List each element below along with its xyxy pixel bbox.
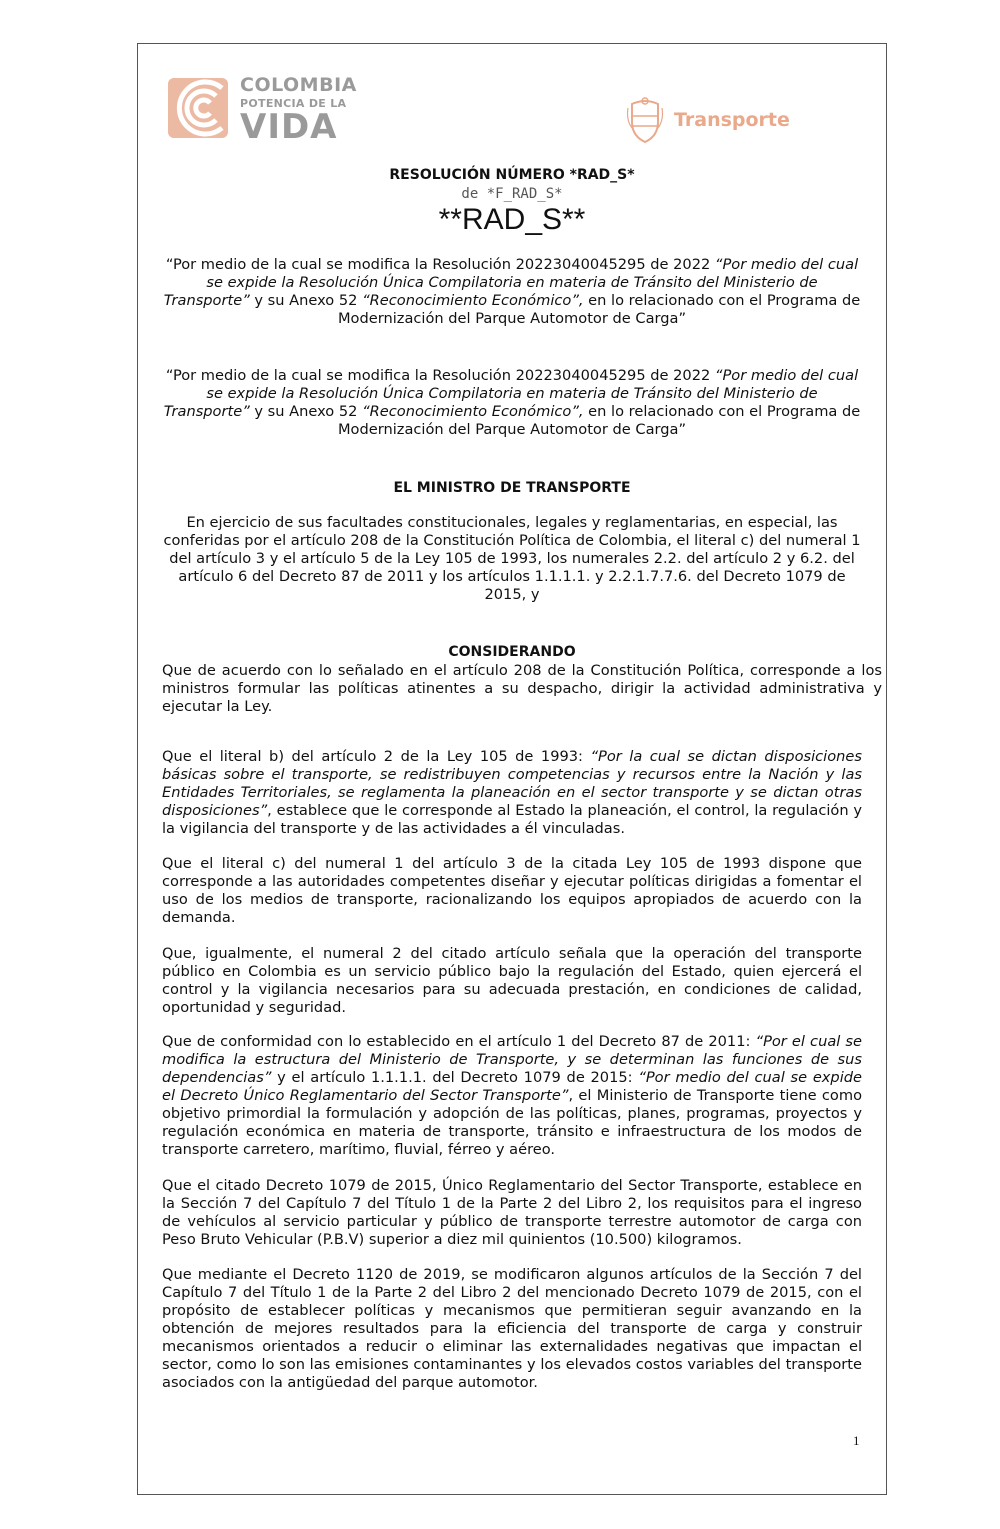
considerando-paragraph-7: Que mediante el Decreto 1120 de 2019, se modificaron algunos artículos de la Sección 7 del Capítulo 7 del Título 1 de la Parte 2 del Libro 2 del mencionado Decreto 1079 de 2015, con el propósito de establecer políticas y mecanismos que permitieran seguir avanzando en la obtención de mejores resultados para la eficiencia del transporte de carga y construir mecanismos orientados a reducir o eliminar las externalidades negativas que impactan el sector, como lo son las emisiones contaminantes y los elevados costos variables del transporte asociados con la antigüedad del parque automotor. xyxy=(162,1266,862,1391)
paragraph-italic-part: “Por medio del cual se expide el Decreto Único Reglamentario del Sector Transporte” xyxy=(162,1069,862,1104)
considerando-heading: CONSIDERANDO xyxy=(448,644,576,660)
summary-part: en lo relacionado con el Programa de Modernización del Parque Automotor de Carga” xyxy=(337,403,861,438)
paragraph-part: Que de conformidad con lo establecido en el artículo 1 del Decreto 87 de 2011: xyxy=(162,1033,756,1050)
resolution-number: RESOLUCIÓN NÚMERO *RAD_S* xyxy=(389,167,635,183)
paragraph-italic-part: “Por la cual se dictan disposiciones básicas sobre el transporte, se redistribuyen competencias y recursos entre la Nación y las Entidades Territoriales, se reglamenta la planeación en el sector transporte y se dictan otras disposiciones” xyxy=(162,748,862,819)
resolution-summary xyxy=(162,256,862,328)
summary-part: y su Anexo 52 xyxy=(249,403,363,420)
considerando-paragraph-6: Que el citado Decreto 1079 de 2015, Único Reglamentario del Sector Transporte, establece en la Sección 7 del Capítulo 7 del Título 1 de la Parte 2 del Libro 2, los requisitos para el ingreso de vehículos al servicio particular y público de transporte terrestre automotor de carga con Peso Bruto Vehicular (P.B.V) superior a diez mil quinientos (10.500) kilogramos. xyxy=(162,1177,862,1248)
ministerio-transporte-logo xyxy=(626,96,806,146)
considerando-paragraph-1: Que de acuerdo con lo señalado en el artículo 208 de la Constitución Política, corresponde a los ministros formular las políticas atinentes a su despacho, dirigir la actividad administrativa y ejecutar la Ley. xyxy=(162,662,882,715)
paragraph-part: Que el literal b) del artículo 2 de la Ley 105 de 1993: xyxy=(162,748,591,765)
considerando-paragraph-4: Que, igualmente, el numeral 2 del citado artículo señala que la operación del transporte público en Colombia es un servicio público bajo la regulación del Estado, quien ejercerá el control y la vigilancia necesarios para su adecuada prestación, en condiciones de calidad, oportunidad y seguridad. xyxy=(162,945,862,1016)
rad-code: **RAD_S** xyxy=(438,203,586,236)
resolution-summary-repeat xyxy=(162,367,862,439)
page-number: 1 xyxy=(853,1433,860,1448)
logo-line-colombia: COLOMBIA xyxy=(240,74,357,96)
colombia-logo-mark-icon xyxy=(168,74,236,142)
considerando-paragraph-3: Que el literal c) del numeral 1 del artículo 3 de la citada Ley 105 de 1993 dispone que corresponde a las autoridades competentes diseñar y ejecutar políticas dirigidas a fomentar el uso de los medios de transporte, racionalizando los equipos apropiados de acuerdo con la demanda. xyxy=(162,855,862,926)
logo-line-potencia: POTENCIA DE LA xyxy=(240,97,347,110)
considerando-paragraph-5 xyxy=(162,1033,862,1159)
summary-italic-part: “Por medio del cual se expide la Resolución Única Compilatoria en materia de Tránsito del Ministerio de Transporte” xyxy=(163,256,859,309)
resolution-date-line: de *F_RAD_S* xyxy=(461,186,563,202)
facultades-paragraph: En ejercicio de sus facultades constitucionales, legales y reglamentarias, en especial, las conferidas por el artículo 208 de la Constitución Política de Colombia, el literal c) del numeral 1 del artículo 3 y el artículo 5 de la Ley 105 de 1993, los numerales 2.2. del artículo 2 y 6.2. del artículo 6 del Decreto 87 de 2011 y los artículos 1.1.1.1. y 2.2.1.7.7.6. del Decreto 1079 de 2015, y xyxy=(163,514,861,603)
considerando-paragraph-2 xyxy=(162,748,862,838)
logo-line-vida: VIDA xyxy=(240,107,338,147)
paragraph-part: , el Ministerio de Transporte tiene como objetivo primordial la formulación y adopción de las políticas, planes, programas, proyectos y regulación económica en materia de transporte, tránsito e infraestructura de los modos de transporte carretero, marítimo, fluvial, férreo y aéreo. xyxy=(162,1087,862,1158)
summary-italic-part: “Por medio del cual se expide la Resolución Única Compilatoria en materia de Tránsito del Ministerio de Transporte” xyxy=(163,367,859,420)
paragraph-part: , establece que le corresponde al Estado la planeación, el control, la regulación y la vigilancia del transporte y de las actividades a él vinculadas. xyxy=(162,802,862,837)
summary-part: en lo relacionado con el Programa de Modernización del Parque Automotor de Carga” xyxy=(337,292,861,327)
colombia-logo-text xyxy=(240,74,370,147)
paragraph-part: y el artículo 1.1.1.1. del Decreto 1079 de 2015: xyxy=(271,1069,639,1086)
summary-italic-part: “Reconocimiento Económico”, xyxy=(362,292,584,309)
summary-part: “Por medio de la cual se modifica la Resolución 20223040045295 de 2022 xyxy=(165,367,715,384)
summary-part: “Por medio de la cual se modifica la Resolución 20223040045295 de 2022 xyxy=(165,256,715,273)
summary-italic-part: “Reconocimiento Económico”, xyxy=(362,403,584,420)
coat-of-arms-icon xyxy=(626,96,664,144)
minister-heading: EL MINISTRO DE TRANSPORTE xyxy=(393,480,631,496)
summary-part: y su Anexo 52 xyxy=(249,292,363,309)
transporte-wordmark: Transporte xyxy=(674,109,790,131)
colombia-potencia-de-la-vida-logo xyxy=(168,74,368,147)
paragraph-italic-part: “Por el cual se modifica la estructura del Ministerio de Transporte, y se determinan las funciones de sus dependencias” xyxy=(162,1033,863,1086)
